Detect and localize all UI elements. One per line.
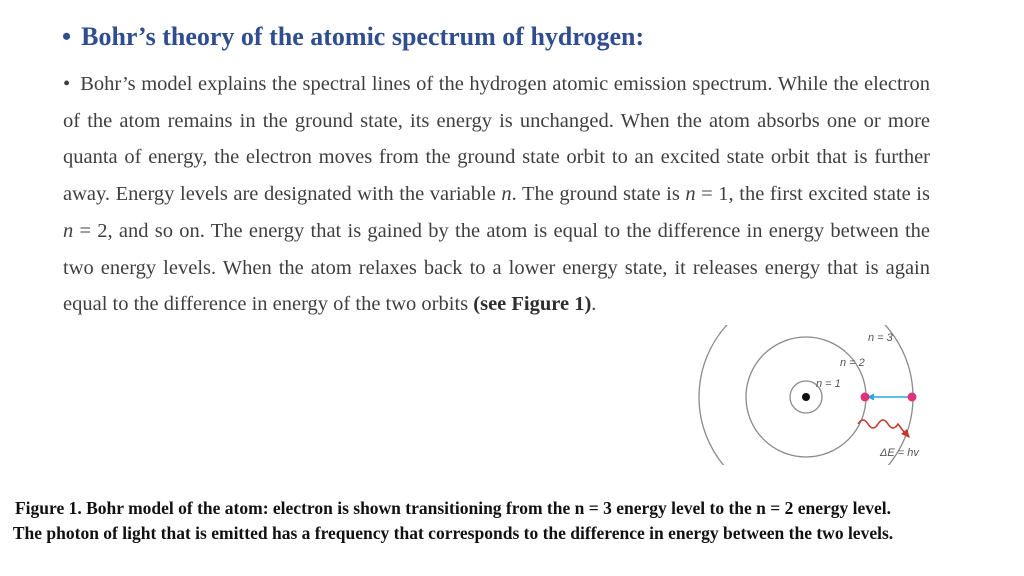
paragraph-text-2: . The ground state is [511,183,686,206]
variable-n: n [501,183,512,206]
paragraph-text-1: Bohr’s model explains the spectral lines of the hydrogen atomic emission spectrum. While the electron of the atom remains in the ground state, its energy is unchanged. When the atom absorbs one or more quanta of energy, the electron moves from the ground state orbit to an excited state orbit that is further away. Energy levels are designated with the variable [63,73,930,206]
electron-n3 [908,393,917,402]
electron-n2 [861,393,870,402]
bohr-model-diagram [690,325,950,465]
body-paragraph [63,66,930,323]
paragraph-text-4: = 2, and so on. The energy that is gained by the atom is equal to the difference in energy between the two energy levels. When the atom relaxes back to a lower energy state, it releases energy that is again equal to the difference in energy of the two orbits [63,219,930,316]
label-n2: n = 2 [840,357,865,369]
photon-wave [858,420,904,432]
nucleus [802,393,810,401]
label-n3: n = 3 [868,332,893,344]
title-text: Bohr’s theory of the atomic spectrum of hydrogen: [81,22,645,51]
label-n1: n = 1 [816,378,841,390]
figure-caption: Figure 1. Bohr model of the atom: electron is shown transitioning from the n = 3 energy level to the n = 2 energy level. The photon of light that is emitted has a frequency that corresponds to the difference in energy between the two levels. [12,498,894,543]
label-photon-energy: ΔE = hv [880,447,919,459]
paragraph-bullet: • [63,73,71,95]
title-bullet: • [62,22,72,51]
paragraph-text-3: = 1, the first excited state is [695,183,930,206]
variable-n: n [63,219,74,242]
paragraph-end: . [591,293,597,316]
figure-reference: (see Figure 1) [473,293,592,316]
variable-n: n [685,183,696,206]
slide-title [62,22,644,52]
